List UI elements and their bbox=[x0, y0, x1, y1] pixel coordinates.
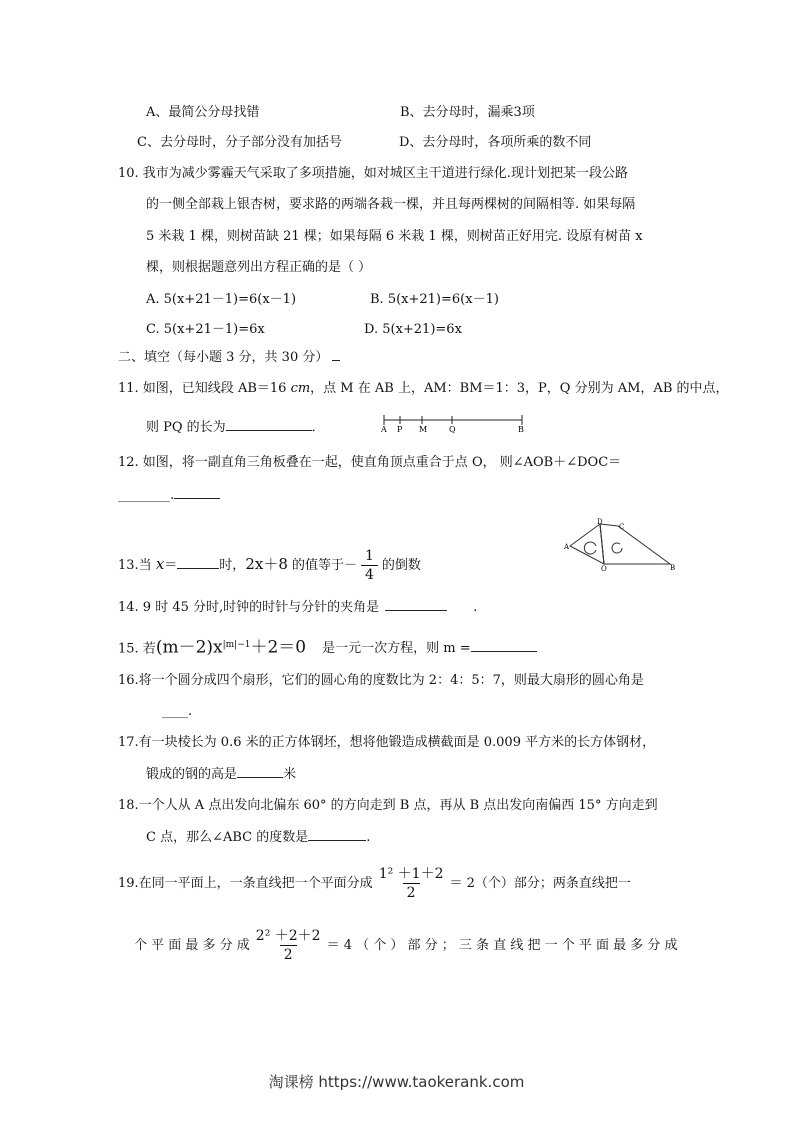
section-title bbox=[118, 348, 340, 367]
q19-frac1-num: 1² ＋1＋2 bbox=[378, 866, 444, 882]
q12-line-1: 12. 如图，将一副直角三角板叠在一起，使直角顶点重合于点 O， 则∠AOB＋∠DOC＝ bbox=[118, 455, 622, 470]
q19-frac1-den: 2 bbox=[403, 883, 420, 902]
q10-line-1: 10. 我市为减少雾霾天气采取了多项措施，如对城区主干道进行绿化.现计划把某一段公路 bbox=[118, 166, 628, 181]
q19-frac2-den: 2 bbox=[280, 945, 297, 964]
q11-text-d: ． bbox=[311, 420, 325, 435]
q15-sup: |m|−1 bbox=[222, 640, 251, 650]
q12-label-b: B bbox=[670, 564, 676, 572]
q13-mid: 时， bbox=[219, 558, 246, 573]
q12-label-c: C bbox=[619, 523, 625, 531]
q15-post: 是一元一次方程，则 m = bbox=[322, 641, 471, 657]
section-title-text: 二、填空（每小题 3 分，共 30 分） bbox=[118, 350, 329, 365]
q15-pre: 15. 若 bbox=[118, 641, 156, 657]
q11-label-a: A bbox=[381, 425, 387, 434]
q10-line-2: 的一侧全部栽上银杏树，要求路的两端各栽一棵，并且每两棵树的间隔相等. 如果每隔 bbox=[146, 197, 636, 212]
q12-triangle-figure bbox=[562, 516, 678, 572]
q13-fraction bbox=[361, 547, 378, 584]
q16-line-1: 16.将一个圆分成四个扇形，它们的圆心角的度数比为 2：4：5：7，则最大扇形的圆心角是 bbox=[118, 673, 644, 688]
q11-label-b: B bbox=[518, 425, 524, 434]
q9-option-a: A、最简公分母找错 bbox=[146, 105, 260, 120]
section-title-underline bbox=[332, 348, 340, 361]
q13-line bbox=[118, 544, 421, 586]
q18-line-1: 18.一个人从 A 点出发向北偏东 60° 的方向走到 B 点，再从 B 点出发向南偏西 15° 方向走到 bbox=[118, 798, 658, 813]
q18-line-2 bbox=[146, 828, 370, 847]
q12-answer-blank bbox=[174, 486, 220, 499]
q18-text-a: C 点，那么∠ABC 的度数是 bbox=[146, 830, 309, 845]
q11-text-c: 则 PQ 的长为 bbox=[146, 420, 226, 435]
q11-line-2 bbox=[146, 418, 325, 437]
q15-line bbox=[118, 636, 537, 658]
q13-var: x bbox=[155, 555, 165, 573]
q9-option-c: C、去分母时，分子部分没有加括号 bbox=[137, 135, 342, 150]
q13-frac-den: 4 bbox=[361, 565, 378, 584]
q10-option-a: A. 5(x+21－1)=6(x－1) bbox=[146, 292, 297, 307]
q11-label-p: P bbox=[397, 425, 403, 434]
q13-frac-num: 1 bbox=[365, 548, 374, 564]
q12-label-d: D bbox=[597, 518, 603, 526]
q10-option-b: B. 5(x+21)=6(x－1) bbox=[370, 292, 499, 307]
q17-text-b: 米 bbox=[283, 767, 297, 782]
q11-label-q: Q bbox=[449, 425, 456, 434]
q14-dot: . bbox=[473, 600, 478, 615]
q15-expr2: ＋2＝0 bbox=[250, 637, 307, 658]
q13-post1: 的值等于－ bbox=[287, 558, 357, 573]
q17-text-a: 锻成的钢的高是 bbox=[146, 767, 238, 782]
q13-post2: 的倒数 bbox=[381, 558, 421, 573]
q13-answer-blank bbox=[177, 556, 219, 569]
q9-option-b: B、去分母时，漏乘3项 bbox=[400, 105, 535, 120]
q10-line-3: 5 米栽 1 棵，则树苗缺 21 棵；如果每隔 6 米栽 1 棵，则树苗正好用完. 设原有树苗 x bbox=[146, 229, 643, 244]
q17-answer-blank bbox=[237, 765, 283, 778]
q17-line-1: 17.有一块棱长为 0.6 米的正方体钢坯，想将他锻造成横截面是 0.009 平方米的长方体钢材， bbox=[118, 735, 656, 750]
q19-text-b: ＝ 2（个）部分；两条直线把一 bbox=[449, 876, 631, 891]
q13-eq: ＝ bbox=[164, 558, 178, 573]
q10-line-4: 棵，则根据题意列出方程正确的是（ ） bbox=[146, 260, 372, 275]
q14-line bbox=[118, 598, 477, 617]
q15-answer-blank bbox=[471, 639, 537, 652]
q19-fraction-2 bbox=[254, 927, 323, 964]
q12-line-2 bbox=[118, 486, 220, 505]
q14-text: 14. 9 时 45 分时,时钟的时针与分针的夹角是 bbox=[118, 600, 380, 615]
q19-fraction-1 bbox=[377, 865, 446, 902]
q13-pre: 13.当 bbox=[118, 558, 156, 573]
q12-label-o: O bbox=[601, 565, 607, 572]
q11-segment-figure bbox=[378, 410, 528, 438]
q11-label-m: M bbox=[419, 425, 428, 434]
q11-text-a: 11. 如图，已知线段 AB＝16 bbox=[118, 381, 291, 396]
q11-answer-blank bbox=[226, 418, 312, 431]
q13-expr: 2x＋8 bbox=[245, 555, 288, 573]
q11-text-b: ，点 M 在 AB 上，AM：BM＝1：3，P，Q 分别为 AM，AB 的中点， bbox=[310, 381, 729, 396]
q12-dots: ________. bbox=[118, 488, 175, 503]
q16-line-2: ____. bbox=[162, 704, 193, 719]
q19-text-c: 个 平 面 最 多 分 成 bbox=[134, 938, 250, 953]
q14-answer-blank bbox=[385, 598, 447, 611]
q15-expr: (m－2)x bbox=[155, 637, 223, 658]
q11-unit: cm bbox=[290, 381, 311, 396]
q12-label-a: A bbox=[564, 543, 570, 551]
q9-option-d: D、去分母时，各项所乘的数不同 bbox=[399, 135, 592, 150]
q19-frac2-num: 2² ＋2＋2 bbox=[255, 928, 321, 944]
q11-line-1 bbox=[118, 380, 729, 398]
q10-option-c: C. 5(x+21－1)=6x bbox=[146, 322, 265, 337]
footer-watermark: 淘课榜 https://www.taokerank.com bbox=[268, 1073, 525, 1091]
q19-text-a: 19.在同一平面上，一条直线把一个平面分成 bbox=[118, 876, 373, 891]
q19-line-1 bbox=[118, 862, 631, 906]
q10-option-d: D. 5(x+21)=6x bbox=[364, 322, 462, 337]
q19-text-d: ＝ 4 （ 个 ） 部 分 ； 三 条 直 线 把 一 个 平 面 最 多 分 成 bbox=[326, 938, 678, 953]
q19-line-2 bbox=[134, 924, 678, 968]
q18-text-b: . bbox=[366, 830, 371, 845]
q17-line-2 bbox=[146, 765, 296, 784]
q18-answer-blank bbox=[308, 828, 366, 841]
